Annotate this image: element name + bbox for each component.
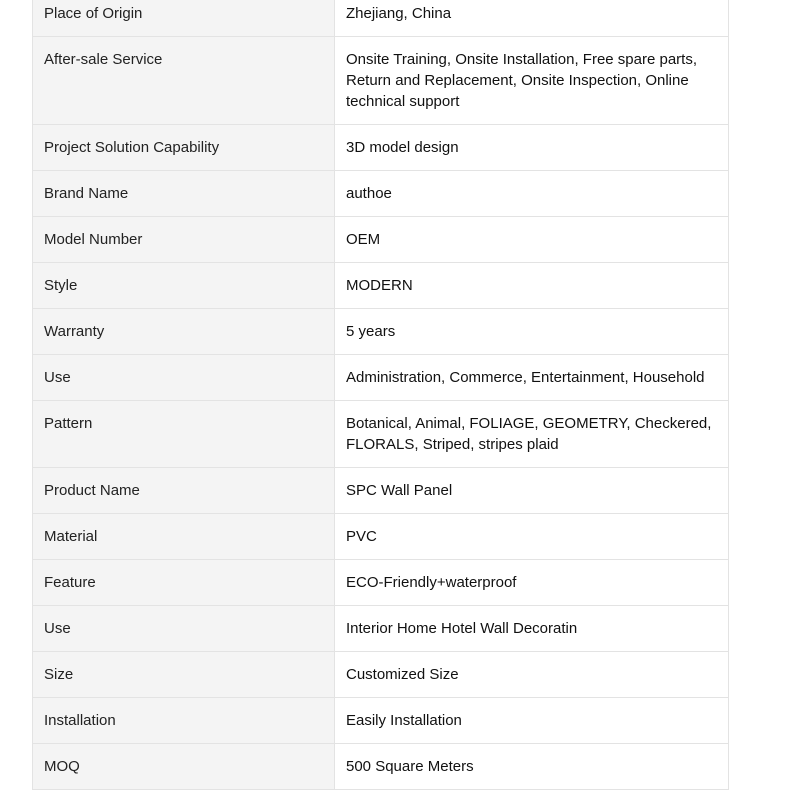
table-row	[33, 309, 729, 355]
table-row	[33, 263, 729, 309]
attribute-value: authoe	[335, 171, 729, 217]
attribute-value: Onsite Training, Onsite Installation, Free spare parts, Return and Replacement, Onsite Inspection, Online technical support	[335, 37, 729, 125]
attribute-value: MODERN	[335, 263, 729, 309]
table-row	[33, 698, 729, 744]
table-row	[33, 37, 729, 125]
attribute-value: Zhejiang, China	[335, 0, 729, 37]
attribute-value: 500 Square Meters	[335, 744, 729, 790]
attribute-name: Style	[33, 263, 335, 309]
attribute-name: Place of Origin	[33, 0, 335, 37]
attribute-value: Easily Installation	[335, 698, 729, 744]
attribute-name: Size	[33, 652, 335, 698]
attributes-table-body	[33, 0, 729, 790]
attribute-name: MOQ	[33, 744, 335, 790]
table-row	[33, 468, 729, 514]
attribute-value: ECO-Friendly+waterproof	[335, 560, 729, 606]
table-row	[33, 560, 729, 606]
attribute-value: SPC Wall Panel	[335, 468, 729, 514]
table-row	[33, 125, 729, 171]
table-row	[33, 652, 729, 698]
attribute-name: Project Solution Capability	[33, 125, 335, 171]
attribute-name: Pattern	[33, 401, 335, 468]
attribute-value: Interior Home Hotel Wall Decoratin	[335, 606, 729, 652]
table-row	[33, 0, 729, 37]
attribute-value: 3D model design	[335, 125, 729, 171]
table-row	[33, 606, 729, 652]
attribute-name: Material	[33, 514, 335, 560]
attribute-name: Use	[33, 606, 335, 652]
attribute-name: Feature	[33, 560, 335, 606]
product-attributes-panel	[32, 0, 729, 790]
attribute-name: Brand Name	[33, 171, 335, 217]
table-row	[33, 401, 729, 468]
attribute-value: Botanical, Animal, FOLIAGE, GEOMETRY, Checkered, FLORALS, Striped, stripes plaid	[335, 401, 729, 468]
table-row	[33, 355, 729, 401]
attribute-name: After-sale Service	[33, 37, 335, 125]
attribute-name: Product Name	[33, 468, 335, 514]
attribute-name: Installation	[33, 698, 335, 744]
attribute-value: 5 years	[335, 309, 729, 355]
table-row	[33, 514, 729, 560]
attribute-name: Use	[33, 355, 335, 401]
table-row	[33, 744, 729, 790]
attribute-name: Warranty	[33, 309, 335, 355]
attribute-value: Administration, Commerce, Entertainment, Household	[335, 355, 729, 401]
attribute-value: OEM	[335, 217, 729, 263]
table-row	[33, 217, 729, 263]
table-row	[33, 171, 729, 217]
attribute-name: Model Number	[33, 217, 335, 263]
product-attributes-table	[32, 0, 729, 790]
attribute-value: PVC	[335, 514, 729, 560]
attribute-value: Customized Size	[335, 652, 729, 698]
